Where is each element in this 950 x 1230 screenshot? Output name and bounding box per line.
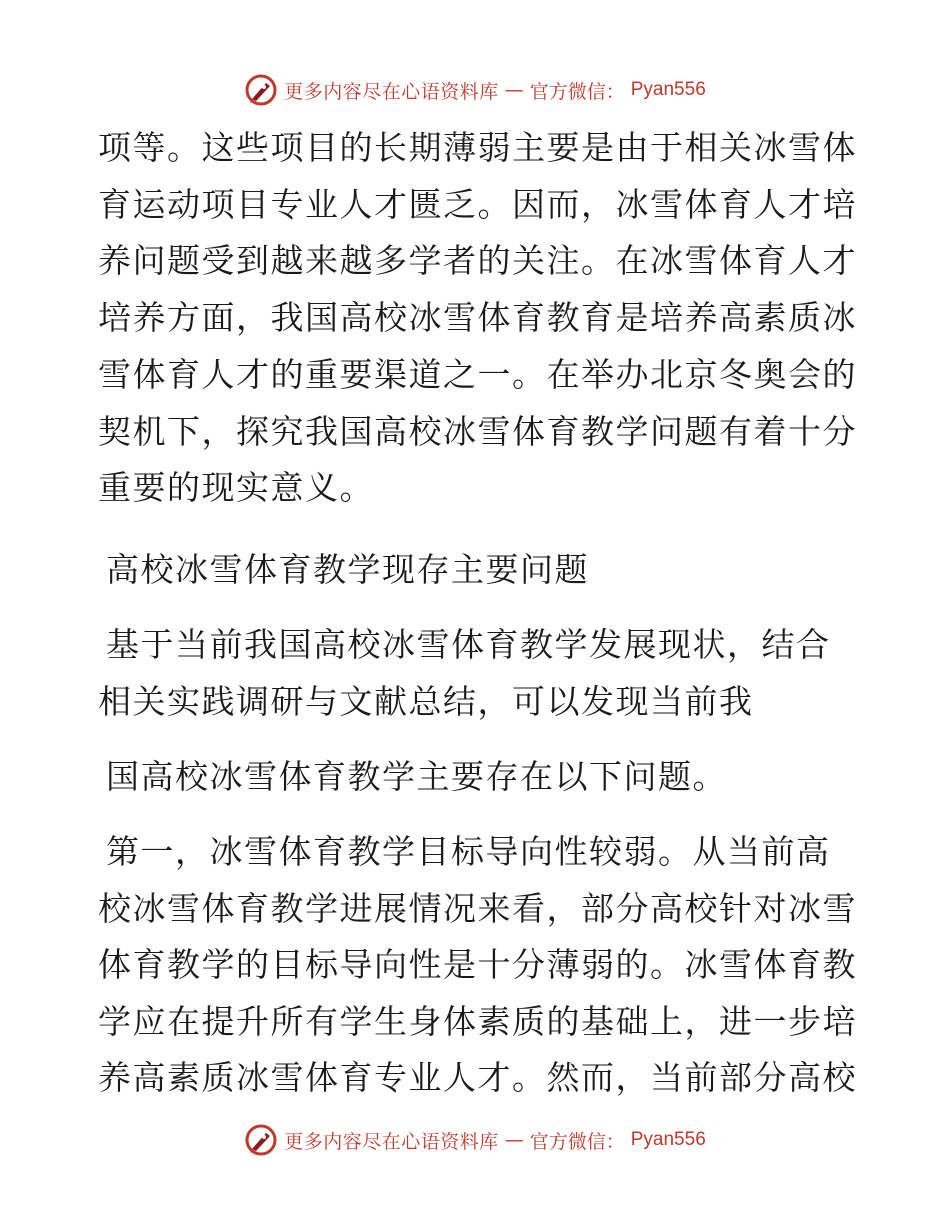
text-line: 养高素质冰雪体育专业人才。然而，当前部分高校 [98, 1058, 857, 1097]
banner-text: 更多内容尽在心语资料库 [284, 1130, 499, 1153]
text-line: 国高校冰雪体育教学主要存在以下问题。 [106, 757, 727, 796]
pen-logo-icon [244, 1123, 278, 1157]
text-line: 养问题受到越来越多学者的关注。在冰雪体育人才 [98, 241, 857, 280]
text-line: 重要的现实意义。 [98, 468, 374, 507]
text-line: 培养方面，我国高校冰雪体育教育是培养高素质冰 [98, 298, 857, 337]
banner-separator: — [504, 79, 524, 101]
text-line: 契机下，探究我国高校冰雪体育教学问题有着十分 [98, 412, 857, 451]
banner-wechat-id: Pyan556 [630, 1129, 706, 1150]
text-line: 基于当前我国高校冰雪体育教学发展现状，结合 [106, 625, 831, 664]
banner-wechat-label: 官方微信： [529, 1130, 625, 1153]
banner-separator: — [504, 1129, 524, 1151]
footer-banner [0, 1120, 950, 1160]
text-line: 育运动项目专业人才匮乏。因而，冰雪体育人才培 [98, 185, 857, 224]
text-line: 雪体育人才的重要渠道之一。在举办北京冬奥会的 [98, 355, 857, 394]
banner-text: 更多内容尽在心语资料库 [284, 80, 499, 103]
pen-logo-icon [244, 73, 278, 107]
header-banner [0, 70, 950, 110]
text-line: 相关实践调研与文献总结，可以发现当前我 [98, 682, 754, 721]
banner-wechat-id: Pyan556 [630, 79, 706, 100]
text-line: 项等。这些项目的长期薄弱主要是由于相关冰雪体 [98, 128, 857, 167]
section-heading: 高校冰雪体育教学现存主要问题 [106, 550, 589, 589]
text-line: 体育教学的目标导向性是十分薄弱的。冰雪体育教 [98, 945, 857, 984]
text-line: 校冰雪体育教学进展情况来看，部分高校针对冰雪 [98, 889, 857, 928]
banner-wechat-label: 官方微信： [529, 80, 625, 103]
text-line: 第一，冰雪体育教学目标导向性较弱。从当前高 [106, 832, 831, 871]
text-line: 学应在提升所有学生身体素质的基础上，进一步培 [98, 1002, 857, 1041]
